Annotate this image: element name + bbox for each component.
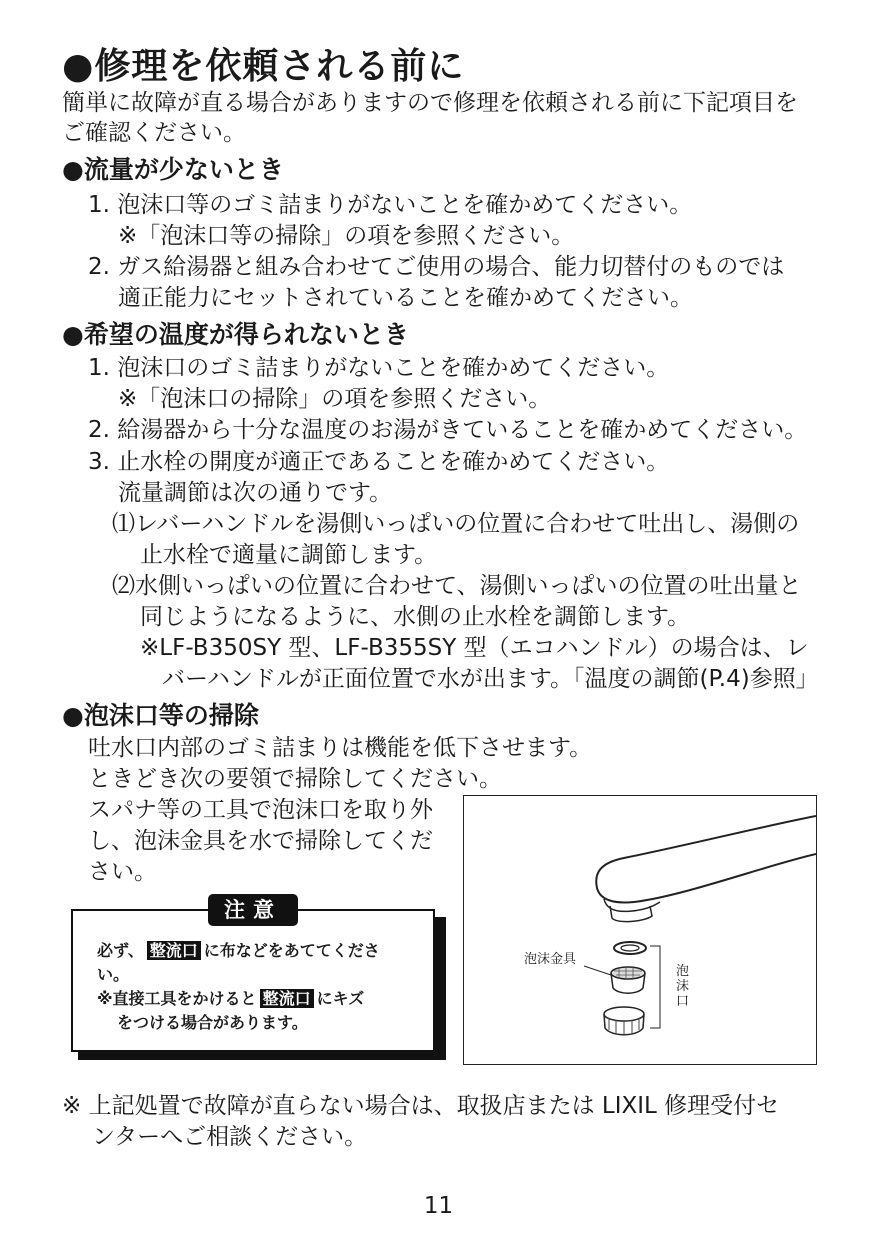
temp-item-3: 3. 止水栓の開度が適正であることを確かめてください。 (88, 449, 670, 475)
fitting-leader-line (584, 966, 614, 976)
low-flow-item-1-note: ※「泡沫口等の掃除」の項を参照ください。 (118, 223, 575, 249)
caution-line-4: をつける場合があります。 (117, 1013, 308, 1032)
cleaning-line-3: スパナ等の工具で泡沫口を取り外 (88, 797, 433, 823)
aerator-cap-top (604, 1007, 644, 1021)
footer-note-line-1: ※ 上記処置で故障が直らない場合は、取扱店または LIXIL 修理受付セ (62, 1093, 780, 1119)
page-number: 11 (423, 1193, 454, 1219)
caution-text: ※直接工具をかけると (97, 989, 257, 1008)
label-aerator-char: 沫 (676, 979, 690, 994)
temp-item-2: 2. 給湯器から十分な温度のお湯がきていることを確かめてください。 (88, 417, 808, 443)
temp-item-1-note: ※「泡沫口の掃除」の項を参照ください。 (118, 386, 552, 412)
section-heading-low-flow: ●流量が少ないとき (62, 155, 284, 184)
cleaning-line-2: ときどき次の要領で掃除してください。 (88, 766, 502, 792)
temp-item-3-cont: 流量調節は次の通りです。 (118, 480, 393, 506)
aerator-bracket (650, 946, 660, 1028)
intro-line-1: 簡単に故障が直る場合がありますので修理を依頼される前に下記項目を (62, 90, 798, 116)
caution-box (71, 909, 435, 1052)
low-flow-item-1: 1. 泡沫口等のゴミ詰まりがないことを確かめてください。 (88, 192, 693, 218)
section-heading-temperature: ●希望の温度が得られないとき (62, 320, 409, 349)
caution-line-2: い。 (97, 965, 130, 984)
faucet-figure (463, 795, 817, 1065)
label-aerator-char: 泡 (676, 964, 690, 979)
caution-text: 必ず、 (97, 941, 144, 960)
label-aerator-fitting: 泡沫金具 (524, 952, 577, 967)
label-aerator-char: 口 (676, 994, 690, 1009)
low-flow-item-2-cont: 適正能力にセットされていることを確かめてください。 (118, 285, 693, 311)
caution-text: に布などをあててくださ (203, 941, 380, 960)
temp-note: ※LF-B350SY 型、LF-B355SY 型（エコハンドル）の場合は、レ (140, 635, 809, 661)
temp-item-1: 1. 泡沫口のゴミ詰まりがないことを確かめてください。 (88, 355, 670, 381)
page-title: ●修理を依頼される前に (62, 46, 465, 87)
cleaning-line-4: し、泡沫金具を水で掃除してくだ (88, 828, 433, 854)
caution-line-3 (97, 987, 364, 1011)
cleaning-line-5: さい。 (88, 859, 157, 885)
caution-highlight: 整流口 (260, 989, 314, 1008)
faucet-diagram (464, 796, 816, 1064)
temp-note-cont: バーハンドルが正面位置で水が出ます。「温度の調節(P.4)参照」 (162, 666, 819, 692)
low-flow-item-2: 2. ガス給湯器と組み合わせてご使用の場合、能力切替付のものでは (88, 254, 785, 280)
aerator-fitting-top (611, 967, 645, 979)
caution-text: にキズ (316, 989, 365, 1008)
section-heading-cleaning: ●泡沫口等の掃除 (62, 701, 259, 730)
caution-line-1 (97, 939, 380, 963)
caution-highlight: 整流口 (147, 941, 201, 960)
caution-label: 注意 (208, 894, 298, 926)
temp-sub-1: ⑴レバーハンドルを湯側いっぱいの位置に合わせて吐出し、湯側の (112, 511, 800, 537)
label-aerator (676, 964, 689, 1009)
temp-sub-1-cont: 止水栓で適量に調節します。 (140, 542, 438, 568)
intro-line-2: ご確認ください。 (62, 120, 246, 146)
footer-note-line-2: ンターへご相談ください。 (92, 1124, 368, 1150)
washer-ring (614, 942, 646, 954)
temp-sub-2-cont: 同じようになるように、水側の止水栓を調節します。 (140, 604, 691, 630)
washer-ring-inner (621, 945, 639, 951)
temp-sub-2: ⑵水側いっぱいの位置に合わせて、湯側いっぱいの位置の吐出量と (112, 573, 802, 599)
cleaning-line-1: 吐水口内部のゴミ詰まりは機能を低下させます。 (88, 735, 593, 761)
spout-outline (596, 816, 816, 902)
